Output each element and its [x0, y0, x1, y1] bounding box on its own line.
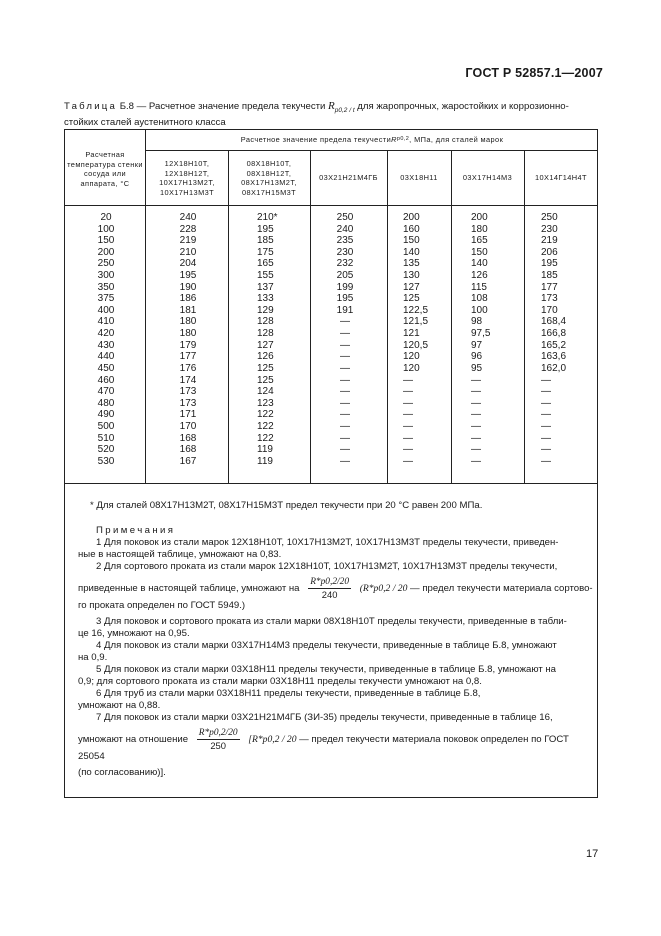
- note-2-fraction-denominator: 240: [321, 589, 338, 600]
- table-cell: 121,5: [403, 316, 429, 328]
- table-cell: —: [541, 374, 551, 386]
- caption-line-2: стойких сталей аустенитного класса: [64, 116, 226, 128]
- table-cell: 240: [179, 212, 197, 223]
- table-cell: 162,0: [541, 362, 567, 374]
- table-cell: 163,6: [541, 351, 567, 363]
- grade-header-4-text: 03Х18Н11: [400, 173, 438, 183]
- table-cell: 430: [97, 339, 115, 351]
- table-cell: —: [340, 432, 350, 444]
- note-7-fraction-numerator: R*p0,2/20: [198, 728, 238, 738]
- table-cell: 186: [179, 293, 197, 305]
- note-2-text: приведенные в настоящей таблице, умножают на: [78, 583, 300, 595]
- grade-header-5: [452, 152, 523, 204]
- table-cell: 174: [179, 374, 197, 386]
- grade-column-6: [541, 212, 581, 467]
- table-cell: 470: [97, 386, 115, 398]
- table-cell: 195: [257, 223, 274, 235]
- note-2-text-end: — предел текучести материала сортово-: [407, 583, 593, 595]
- grade-header-6-text: 10Х14Г14Н4Т: [535, 173, 587, 183]
- table-cell: 230: [541, 223, 558, 235]
- table-cell: —: [340, 444, 350, 456]
- table-cell: —: [471, 397, 481, 409]
- note-2-paren: (R*p0,2 / 20: [359, 583, 408, 595]
- table-cell: 129: [257, 304, 274, 316]
- table-cell: 122: [257, 409, 274, 421]
- table-cell: 420: [97, 328, 115, 340]
- table-cell: 191: [336, 304, 354, 316]
- table-cell: —: [471, 455, 481, 467]
- table-cell: 165: [471, 235, 488, 247]
- note-4-line-2: на 0,9.: [78, 652, 108, 663]
- table-cell: 155: [257, 270, 274, 282]
- table-cell: 119: [257, 455, 273, 467]
- note-3-line-1: 3 Для поковок и сортового проката из стали марки 08Х18Н10Т пределы текучести, приведенные в табли-: [96, 616, 567, 627]
- table-cell: 127: [257, 339, 274, 351]
- table-cell: 375: [97, 293, 115, 305]
- table-cell: —: [541, 409, 551, 421]
- table-cell: —: [403, 432, 413, 444]
- table-cell: 140: [403, 246, 420, 258]
- table-cell: 250: [541, 212, 558, 223]
- table-cell: 96: [471, 351, 483, 363]
- table-cell: 115: [471, 281, 487, 293]
- table-cell: 135: [403, 258, 420, 270]
- table-cell: 177: [541, 281, 558, 293]
- table-cell: 122: [257, 420, 274, 432]
- table-cell: 410: [97, 316, 115, 328]
- note-2-line-2: [78, 577, 593, 600]
- table-cell: 160: [403, 223, 420, 235]
- table-cell: 173: [179, 386, 197, 398]
- table-cell: —: [340, 351, 350, 363]
- group-header-end: , МПа, для сталей марок: [409, 135, 504, 145]
- grade-header-6: [525, 152, 597, 204]
- table-cell: —: [403, 455, 413, 467]
- notes-title: Примечания: [96, 525, 176, 536]
- table-cell: —: [541, 455, 551, 467]
- grade-column-4: [403, 212, 443, 467]
- table-cell: 128: [257, 328, 274, 340]
- table-caption: [64, 100, 604, 129]
- table-cell: 185: [257, 235, 274, 247]
- grade-header-3-text: 03Х21Н21М4ГБ: [319, 173, 378, 183]
- table-cell: —: [471, 409, 481, 421]
- table-cell: 190: [179, 281, 197, 293]
- table-cell: 480: [97, 397, 115, 409]
- table-cell: 168: [179, 432, 197, 444]
- table-cell: 171: [179, 409, 197, 421]
- table-cell: —: [403, 397, 413, 409]
- table-cell: —: [541, 432, 551, 444]
- table-cell: 170: [179, 420, 197, 432]
- note-2-fraction-numerator: R*p0,2/20: [310, 577, 350, 587]
- group-header-sub: p0,2: [396, 136, 410, 143]
- table-cell: —: [471, 432, 481, 444]
- notes-section: [78, 500, 593, 779]
- table-cell: —: [340, 397, 350, 409]
- table-cell: 130: [403, 270, 420, 282]
- note-2-line-3: го проката определен по ГОСТ 5949.): [78, 600, 246, 611]
- note-5-line-1: 5 Для поковок из стали марки 03Х18Н11 пределы текучести, приведенные в таблице Б.8, умножают на: [96, 664, 557, 675]
- table-cell: —: [403, 420, 413, 432]
- grade-column-1: [168, 212, 208, 467]
- table-cell: 167: [179, 455, 197, 467]
- caption-symbol: R: [328, 100, 335, 112]
- grade-column-5: [471, 212, 511, 467]
- table-cell: —: [340, 386, 350, 398]
- footnote: * Для сталей 08Х17Н13М2Т, 08Х17Н15М3Т предел текучести при 20 °С равен 200 МПа.: [90, 500, 483, 511]
- table-cell: 133: [257, 293, 274, 305]
- table-cell: 150: [97, 235, 115, 247]
- table-cell: 125: [403, 293, 420, 305]
- table-cell: 20: [100, 212, 112, 223]
- table-cell: 137: [257, 281, 274, 293]
- table-cell: 230: [336, 246, 354, 258]
- page-number: 17: [586, 848, 599, 860]
- table-cell: 350: [97, 281, 115, 293]
- note-1-line-1: 1 Для поковок из стали марок 12Х18Н10Т, 10Х17Н13М2Т, 10Х17Н13М3Т пределы текучести, приведен-: [96, 537, 559, 548]
- table-cell: 250: [97, 258, 115, 270]
- table-cell: 530: [97, 455, 115, 467]
- table-cell: 170: [541, 304, 558, 316]
- table-cell: —: [340, 316, 350, 328]
- grade-column-2: [257, 212, 297, 467]
- note-2-line-1: 2 Для сортового проката из стали марок 12Х18Н10Т, 10Х17Н13М2Т, 10Х17Н13М3Т пределы текучести,: [96, 561, 558, 572]
- table-cell: 240: [336, 223, 354, 235]
- table-cell: 128: [257, 316, 274, 328]
- table-cell: 95: [471, 362, 483, 374]
- table-cell: 98: [471, 316, 483, 328]
- table-cell: —: [340, 455, 350, 467]
- table-cell: —: [403, 374, 413, 386]
- table-cell: 235: [336, 235, 354, 247]
- table-cell: —: [541, 444, 551, 456]
- grade-header-5-text: 03Х17Н14М3: [462, 173, 513, 183]
- table-cell: 165,2: [541, 339, 567, 351]
- note-7-text-end: — предел текучести материала поковок определен по ГОСТ 25054: [78, 734, 569, 762]
- table-cell: 210*: [257, 212, 278, 223]
- table-cell: —: [471, 444, 481, 456]
- table-cell: 97,5: [471, 328, 491, 340]
- note-6-line-1: 6 Для труб из стали марки 03Х18Н11 пределы текучести, приведенные в таблице Б.8,: [96, 688, 481, 699]
- table-cell: 125: [257, 362, 274, 374]
- table-cell: 195: [541, 258, 558, 270]
- table-cell: 120: [403, 362, 420, 374]
- note-4-line-1: 4 Для поковок из стали марки 03Х17Н14М3 пределы текучести, приведенные в таблице Б.8, умножают: [96, 640, 557, 651]
- table-cell: 120,5: [403, 339, 429, 351]
- table-cell: 165: [257, 258, 274, 270]
- table-cell: 126: [257, 351, 274, 363]
- table-cell: 108: [471, 293, 488, 305]
- note-6-line-2: умножают на 0,88.: [78, 700, 161, 711]
- note-7-fraction: [197, 728, 240, 751]
- note-7-line-2: [78, 728, 593, 763]
- table-cell: 120: [403, 351, 420, 363]
- table-cell: 168: [179, 444, 197, 456]
- table-cell: 440: [97, 351, 115, 363]
- table-cell: —: [340, 362, 350, 374]
- document-code: ГОСТ Р 52857.1—2007: [465, 66, 603, 80]
- group-header: [146, 131, 598, 149]
- table-cell: 180: [179, 328, 197, 340]
- table-cell: 200: [403, 212, 420, 223]
- grade-header-1-text: 12Х18Н10Т, 12Х18Н12Т, 10Х17Н13М2Т, 10Х17Н13М3Т: [159, 159, 215, 197]
- table-cell: 124: [257, 386, 274, 398]
- table-cell: 400: [97, 304, 115, 316]
- table-cell: 122,5: [403, 304, 429, 316]
- table-cell: 179: [179, 339, 197, 351]
- table-cell: —: [403, 409, 413, 421]
- table-cell: 219: [541, 235, 558, 247]
- note-7-line-3: (по согласованию)].: [78, 767, 166, 778]
- temperature-header-text: Расчетная температура стенки сосуда или аппарата, °С: [67, 150, 143, 188]
- table-cell: 300: [97, 270, 115, 282]
- table-cell: 150: [471, 246, 488, 258]
- table-cell: 173: [541, 293, 558, 305]
- table-cell: 150: [403, 235, 420, 247]
- note-7-text: умножают на отношение: [78, 734, 189, 746]
- table-cell: —: [471, 420, 481, 432]
- table-cell: 206: [541, 246, 558, 258]
- table-cell: 460: [97, 374, 115, 386]
- table-cell: 126: [471, 270, 488, 282]
- table-cell: —: [471, 386, 481, 398]
- grade-header-1: [147, 152, 227, 204]
- table-cell: 119: [257, 444, 273, 456]
- table-cell: 520: [97, 444, 115, 456]
- note-1-line-2: ные в настоящей таблице, умножают на 0,83.: [78, 549, 282, 560]
- table-cell: 181: [179, 304, 197, 316]
- note-5-line-2: 0,9; для сортового проката из стали марки 03Х18Н11 пределы текучести умножают на 0,8.: [78, 676, 482, 687]
- grade-header-3: [311, 152, 386, 204]
- note-7-line-1: 7 Для поковок из стали марки 03Х21Н21М4ГБ (ЗИ-35) пределы текучести, приведенные в таблице 16,: [96, 712, 553, 723]
- table-cell: —: [403, 444, 413, 456]
- caption-text: — Расчетное значение предела текучести: [134, 101, 329, 112]
- caption-label: Таблица: [64, 101, 118, 112]
- table-cell: 121: [403, 328, 420, 340]
- temperature-column: [86, 212, 126, 467]
- table-cell: 123: [257, 397, 274, 409]
- table-cell: 450: [97, 362, 115, 374]
- grade-header-2: [229, 152, 309, 204]
- group-header-text: Расчетное значение предела текучести: [240, 135, 392, 145]
- table-cell: 210: [179, 246, 197, 258]
- note-2-fraction: [308, 577, 351, 600]
- table-cell: —: [340, 339, 350, 351]
- note-3-line-2: це 16, умножают на 0,95.: [78, 628, 190, 639]
- table-cell: 185: [541, 270, 558, 282]
- table-cell: 500: [97, 420, 115, 432]
- table-cell: 200: [97, 246, 115, 258]
- table-cell: 140: [471, 258, 488, 270]
- table-cell: 97: [471, 339, 483, 351]
- table-cell: 490: [97, 409, 115, 421]
- table-cell: 195: [336, 293, 354, 305]
- table-cell: 180: [471, 223, 488, 235]
- group-header-symbol: R: [391, 135, 397, 145]
- grade-header-4: [388, 152, 450, 204]
- table-cell: 205: [336, 270, 354, 282]
- table-cell: —: [541, 420, 551, 432]
- table-cell: 510: [97, 432, 115, 444]
- table-cell: —: [541, 386, 551, 398]
- table-cell: 176: [179, 362, 197, 374]
- table-cell: 168,4: [541, 316, 567, 328]
- note-7-fraction-denominator: 250: [210, 740, 226, 751]
- caption-text-end: для жаропрочных, жаростойких и коррозионно-: [354, 101, 569, 112]
- table-cell: —: [403, 386, 413, 398]
- table-cell: 250: [336, 212, 354, 223]
- table-cell: 219: [179, 235, 197, 247]
- table-cell: —: [340, 374, 350, 386]
- table-cell: —: [340, 420, 350, 432]
- table-cell: 177: [179, 351, 197, 363]
- note-7-bracket: [R*p0,2 / 20: [248, 734, 297, 746]
- table-cell: 228: [179, 223, 197, 235]
- table-cell: 166,8: [541, 328, 567, 340]
- table-cell: 173: [179, 397, 197, 409]
- grade-column-3: [325, 212, 365, 467]
- table-cell: 122: [257, 432, 274, 444]
- table-cell: 199: [336, 281, 354, 293]
- table-cell: 195: [179, 270, 197, 282]
- caption-number: Б.8: [119, 101, 134, 112]
- temperature-header: [66, 141, 144, 197]
- table-cell: 204: [179, 258, 197, 270]
- table-cell: 125: [257, 374, 274, 386]
- table-cell: 200: [471, 212, 488, 223]
- table-cell: —: [340, 328, 350, 340]
- table-cell: 100: [97, 223, 115, 235]
- grade-header-2-text: 08Х18Н10Т, 08Х18Н12Т, 08Х17Н13М2Т, 08Х17Н15М3Т: [241, 159, 297, 197]
- table-cell: 232: [336, 258, 354, 270]
- table-cell: 127: [403, 281, 420, 293]
- table-cell: 100: [471, 304, 488, 316]
- table-cell: 175: [257, 246, 274, 258]
- table-cell: —: [471, 374, 481, 386]
- table-cell: 180: [179, 316, 197, 328]
- table-cell: —: [541, 397, 551, 409]
- caption-symbol-sub: p0,2 / t: [334, 106, 355, 114]
- table-cell: —: [340, 409, 350, 421]
